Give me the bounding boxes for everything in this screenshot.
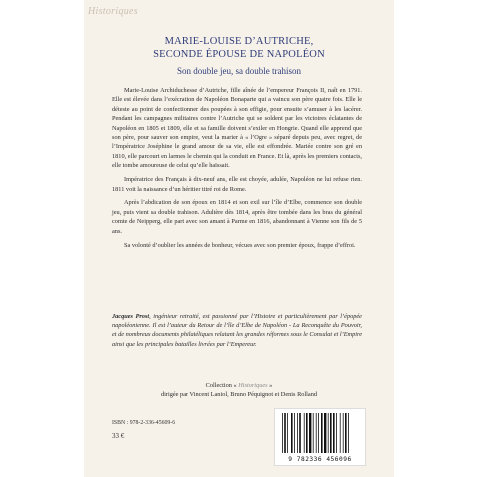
barcode-bar — [297, 413, 298, 453]
barcode-bar — [336, 413, 337, 453]
barcode-bar — [282, 413, 283, 453]
barcode-bar — [328, 413, 329, 453]
barcode-bar — [287, 413, 288, 453]
barcode-bars — [281, 413, 359, 453]
barcode-bar — [348, 413, 349, 453]
blurb-paragraph-1: Marie-Louise Archiduchesse d’Autriche, fille aînée de l’empereur François II, naît en 1791. Elle est élevée dans l’exécration de Napoléon Bonaparte qui a vaincu son père quatre fois. Elle le déteste au point de confectionner des poupées à son effigie, pour ensuite s’amuser à les lacérer. Pendant les campagnes militaires contre l’Autriche qui se soldent par les victoires éclatantes de Napoléon en 1805 et 1809, elle et sa famille doivent s’exiler en Hongrie. Quand elle apprend que son père, pour sauver son empire, veut la marier à « l’Ogre » séparé depuis peu, avec regret, de l’Impératrice Joséphine le grand amour de sa vie, elle est effondrée. Mariée contre son gré en 1810, elle parcourt en larmes le chemin qui la conduit en France. Et là, après les premiers contacts, elle tombe amoureuse de celui qu’elle haïssait. — [112, 87, 362, 170]
barcode-bar — [291, 413, 293, 453]
barcode-bar — [324, 413, 326, 453]
barcode-number: 9 782336 456096 — [288, 456, 352, 463]
barcode-bar — [306, 413, 308, 453]
collection-suffix: » — [269, 382, 273, 389]
barcode-bar — [343, 413, 344, 453]
barcode-bar — [309, 413, 311, 453]
barcode-bar — [316, 413, 317, 453]
barcode-bar — [304, 413, 305, 453]
collection-prefix: Collection « — [205, 382, 237, 389]
barcode-bar — [333, 413, 335, 453]
title-line-2: SECONDE ÉPOUSE DE NAPOLÉON — [153, 49, 325, 60]
author-description: , ingénieur retraité, est passionné par l’Histoire et particulièrement par l’épopée napoléonienne. Il est l’auteur du Retour de l’île d’Elbe de Napoléon - La Reconquête du Pouvoir, et de nombreux documents philatéliques relatant les grandes réformes sous le Consulat et l’Empire ainsi que les principales batailles livrées par l’Empereur. — [112, 313, 362, 348]
publisher-brand-logo: Historiques — [88, 6, 138, 17]
barcode-bar — [321, 413, 323, 453]
isbn: ISBN : 978-2-336-45609-6 — [112, 420, 176, 426]
collection-directors: dirigée par Vincent Laniol, Bruno Péquignot et Denis Rolland — [160, 391, 318, 398]
blurb-text — [112, 86, 362, 255]
author-bio — [112, 312, 362, 349]
barcode-bar — [330, 413, 332, 453]
blurb-paragraph-3: Après l’abdication de son époux en 1814 et son exil sur l’île d’Elbe, commence son double jeu, puis vient sa double trahison. Adultère dès 1814, après être tombée dans les bras du général comte de Neipperg, elle part avec son amant à Parme en 1816, abandonnant à Vienne son fils de 5 ans. — [112, 199, 362, 235]
collection-line — [84, 381, 394, 390]
barcode-bar — [294, 413, 295, 453]
book-subtitle: Son double jeu, sa double trahison — [177, 66, 301, 76]
price: 33 € — [112, 432, 125, 440]
title-line-1: MARIE-LOUISE D’AUTRICHE, — [164, 36, 314, 47]
barcode-bar — [340, 413, 341, 453]
barcode-bar — [345, 413, 347, 453]
barcode-bar — [313, 413, 314, 453]
barcode-bar — [284, 413, 286, 453]
blurb-paragraph-4: Sa volonté d’oublier les années de bonheur, vécues avec son premier époux, frappe d’effroi. — [124, 241, 356, 249]
collection-name: Historiques — [238, 382, 268, 389]
book-title — [84, 35, 394, 61]
barcode-bar — [318, 413, 319, 453]
collection-info — [84, 381, 394, 399]
barcode — [274, 408, 366, 466]
barcode-bar — [299, 413, 301, 453]
author-name: Jacques Prost — [112, 313, 150, 320]
blurb-paragraph-2: Impératrice des Français à dix-neuf ans, elle est choyée, adulée, Napoléon ne lui refuse rien. 1811 voit la naissance d’un héritier titré roi de Rome. — [112, 176, 362, 193]
